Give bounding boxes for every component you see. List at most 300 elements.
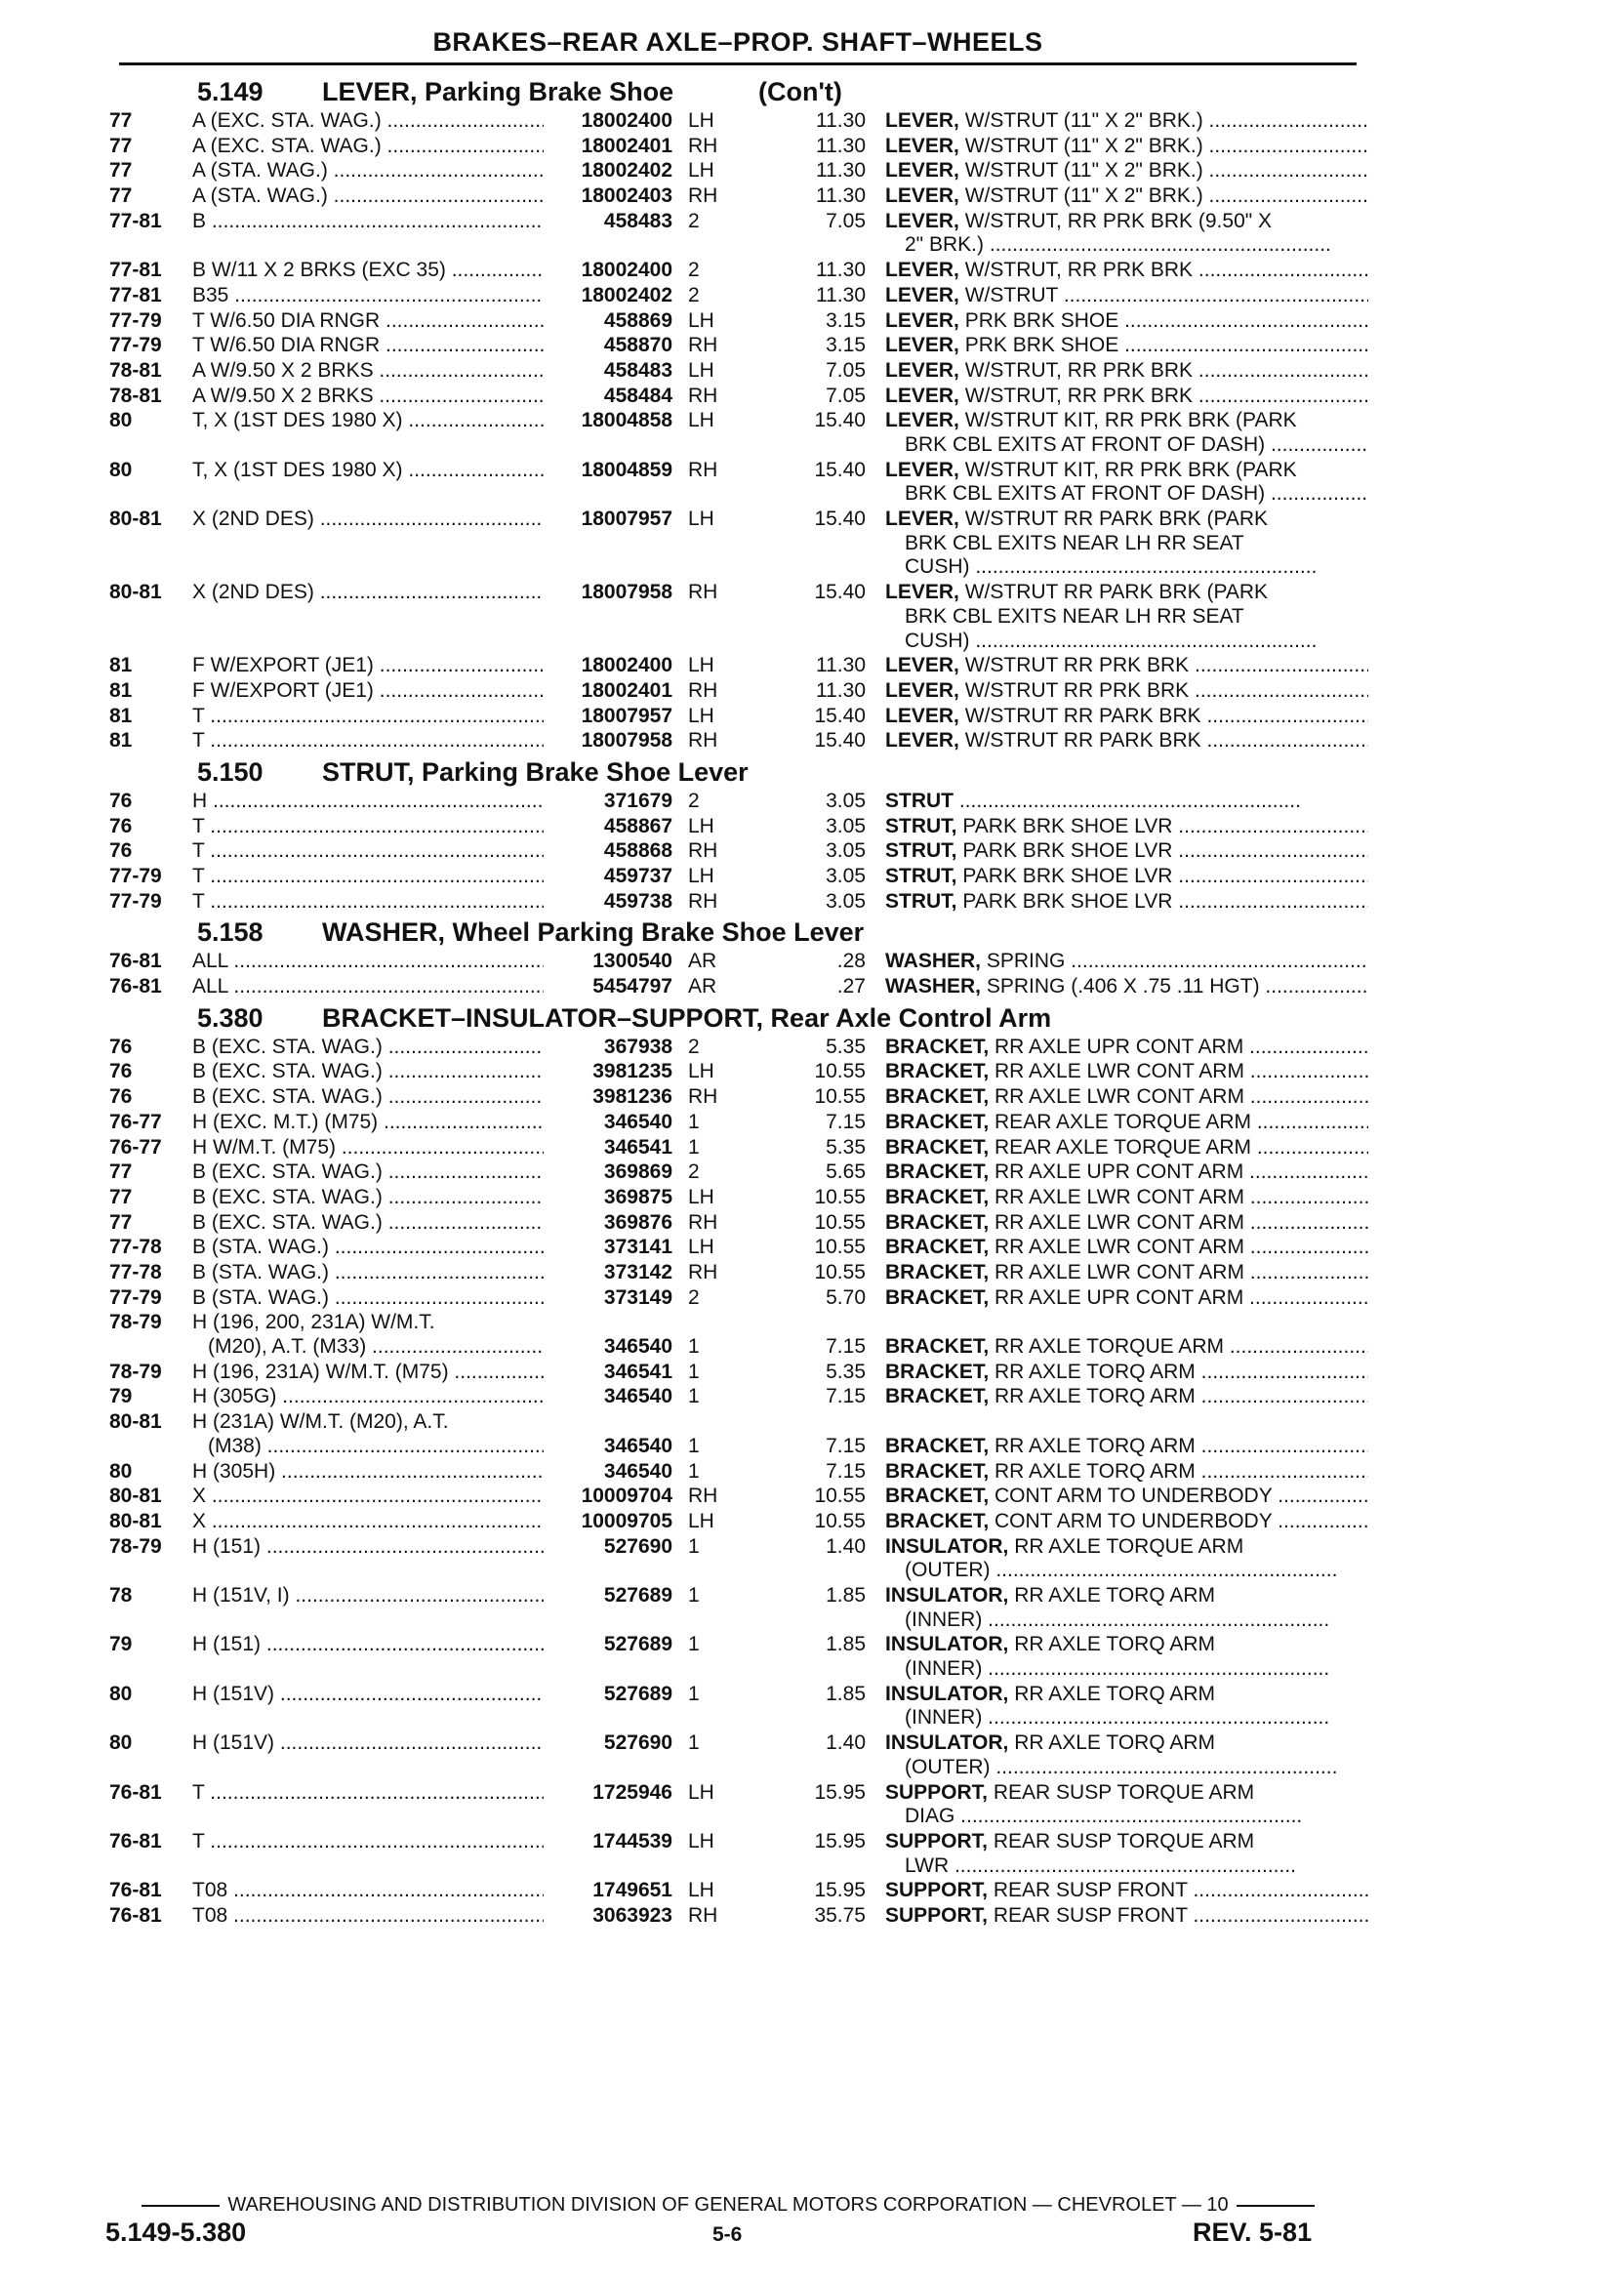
description-key: LEVER, <box>885 508 959 531</box>
table-row <box>109 259 1368 284</box>
description-text: W/STRUT KIT, RR PRK BRK (PARK <box>964 409 1297 432</box>
table-row <box>109 1485 1368 1510</box>
description-text: RR AXLE TORQ ARM <box>995 1385 1196 1408</box>
description-text: PARK BRK SHOE LVR <box>962 889 1173 913</box>
description <box>885 1535 1368 1583</box>
quantity: RH <box>688 581 718 604</box>
quantity: LH <box>688 308 714 332</box>
description-text: BRK CBL EXITS NEAR LH RR SEAT <box>905 531 1244 554</box>
part-number: 458484 <box>603 384 672 407</box>
description-text: CONT ARM TO UNDERBODY <box>995 1509 1273 1532</box>
application <box>192 839 544 864</box>
description <box>885 184 1368 209</box>
table-row <box>109 385 1368 410</box>
price: 5.65 <box>826 1160 866 1184</box>
description-line <box>885 1608 1368 1633</box>
leader-dots <box>949 1854 1296 1877</box>
application-text: ALL ..... <box>192 950 544 972</box>
description-text: RR AXLE TORQ ARM <box>1014 1682 1216 1705</box>
leader-dots <box>1196 1361 1368 1383</box>
description <box>885 1731 1368 1779</box>
table-row <box>109 790 1368 815</box>
description <box>885 865 1368 889</box>
description-key: BRACKET, <box>885 1385 990 1408</box>
part-number: 346540 <box>603 1459 672 1483</box>
price: 10.55 <box>814 1509 866 1532</box>
price: 10.55 <box>814 1210 866 1234</box>
application-text: H (151V) ..... <box>192 1731 544 1754</box>
description-text: BRK CBL EXITS AT FRONT OF DASH) <box>905 482 1266 506</box>
description-key: STRUT, <box>885 839 957 863</box>
description-key: INSULATOR, <box>885 1731 1009 1755</box>
part-number: 18004859 <box>581 458 672 481</box>
description-key: STRUT, <box>885 865 957 888</box>
part-number: 458870 <box>603 334 672 357</box>
price: 11.30 <box>816 109 866 132</box>
part-number: 18002403 <box>581 184 672 208</box>
description <box>885 508 1368 580</box>
quantity: RH <box>688 334 718 357</box>
table-row <box>109 890 1368 916</box>
model-year: 80 <box>109 1731 133 1755</box>
table-row <box>109 1633 1368 1682</box>
application-text: A (STA. WAG.) ..... <box>192 184 544 207</box>
quantity: 1 <box>688 1583 700 1607</box>
quantity: RH <box>688 1260 718 1283</box>
table-row <box>109 1261 1368 1286</box>
part-number: 371679 <box>603 789 672 812</box>
quantity: 1 <box>688 1385 700 1408</box>
description-text: PRK BRK SHOE <box>964 308 1119 332</box>
application-text: A W/9.50 X 2 BRKS ..... <box>192 359 544 382</box>
application-text: B (EXC. STA. WAG.) ..... <box>192 1085 544 1108</box>
leader-dots <box>1244 1085 1368 1108</box>
price: 15.95 <box>814 1879 866 1902</box>
description <box>885 210 1368 258</box>
leader-dots <box>1272 1485 1368 1507</box>
price: 11.30 <box>816 654 866 677</box>
quantity: RH <box>688 1085 718 1109</box>
table-row <box>109 109 1368 135</box>
description-key: WASHER, <box>885 975 982 998</box>
application <box>192 1879 544 1903</box>
table-row <box>109 1904 1368 1930</box>
leader-dots <box>1243 1036 1368 1058</box>
description <box>885 1781 1368 1829</box>
description-text: W/STRUT (11" X 2" BRK.) <box>964 134 1203 157</box>
part-number: 346540 <box>603 1335 672 1359</box>
model-year: 76-81 <box>109 975 162 998</box>
part-number: 1749651 <box>592 1879 672 1902</box>
model-year: 77-81 <box>109 259 162 282</box>
quantity: LH <box>688 109 714 132</box>
part-number: 18002400 <box>581 654 672 677</box>
application <box>192 1361 544 1385</box>
section-number: 5.150 <box>197 756 264 787</box>
quantity: LH <box>688 814 714 837</box>
application <box>192 359 544 384</box>
description-key: LEVER, <box>885 159 959 183</box>
description-key: BRACKET, <box>885 1185 990 1208</box>
description <box>885 385 1368 409</box>
model-year: 76-81 <box>109 1829 162 1852</box>
description-text: CUSH) <box>905 555 970 579</box>
quantity: RH <box>688 1210 718 1234</box>
application-text: T ..... <box>192 839 544 862</box>
description <box>885 1085 1368 1110</box>
application <box>192 1731 544 1756</box>
leader-dots <box>1243 1286 1368 1309</box>
description <box>885 1186 1368 1210</box>
quantity: 2 <box>688 1035 700 1058</box>
description-text: RR AXLE UPR CONT ARM <box>995 1285 1244 1309</box>
table-row <box>109 950 1368 975</box>
description-line <box>885 1385 1368 1409</box>
description-key: LEVER, <box>885 358 959 382</box>
part-number: 458483 <box>603 209 672 232</box>
part-number: 346540 <box>603 1434 672 1457</box>
description-key: INSULATOR, <box>885 1583 1009 1607</box>
leader-dots <box>982 1657 1329 1680</box>
application <box>192 159 544 183</box>
description-line <box>885 1211 1368 1236</box>
description-text: W/STRUT RR PARK BRK (PARK <box>964 581 1269 604</box>
model-year: 80 <box>109 1459 133 1483</box>
section-title: LEVER, Parking Brake Shoe <box>322 77 674 106</box>
application-text: B (EXC. STA. WAG.) ..... <box>192 1160 544 1183</box>
description-text: RR AXLE TORQ ARM <box>1014 1583 1216 1607</box>
part-number: 1744539 <box>592 1829 672 1852</box>
description-line <box>885 385 1368 409</box>
leader-dots <box>1188 1904 1368 1927</box>
description-key: BRACKET, <box>885 1285 990 1309</box>
description <box>885 839 1368 864</box>
part-number: 3981236 <box>592 1085 672 1109</box>
application-text: A (STA. WAG.) ..... <box>192 159 544 182</box>
description-line <box>885 605 1368 630</box>
description-line <box>885 1485 1368 1509</box>
description-line <box>885 1706 1368 1730</box>
application-text: A (EXC. STA. WAG.) ..... <box>192 109 544 132</box>
section-heading <box>109 754 1368 790</box>
description-key: INSULATOR, <box>885 1534 1009 1558</box>
application-text: T ..... <box>192 890 544 913</box>
application-text: B (EXC. STA. WAG.) ..... <box>192 1036 544 1058</box>
description-text: DIAG <box>905 1805 955 1828</box>
leader-dots <box>970 555 1318 578</box>
application-text: A (EXC. STA. WAG.) ..... <box>192 135 544 157</box>
application <box>192 1136 544 1160</box>
part-number: 527689 <box>603 1583 672 1607</box>
application-text: B (STA. WAG.) ..... <box>192 1236 544 1258</box>
description-key: LEVER, <box>885 334 959 357</box>
description-line <box>885 1559 1368 1583</box>
leader-dots <box>991 1559 1338 1581</box>
description-line <box>885 532 1368 556</box>
application <box>192 975 544 999</box>
description-text: (INNER) <box>905 1657 983 1681</box>
price: 3.05 <box>826 839 866 863</box>
application-text: T ..... <box>192 865 544 887</box>
footer-publisher <box>109 2194 1347 2217</box>
leader-dots <box>1203 159 1368 182</box>
description <box>885 1683 1368 1730</box>
application-text: H (151V) ..... <box>192 1683 544 1705</box>
leader-dots <box>1189 654 1368 676</box>
price: 3.05 <box>826 814 866 837</box>
model-year: 78-81 <box>109 384 162 407</box>
quantity: LH <box>688 1060 714 1083</box>
part-number: 18002402 <box>581 159 672 183</box>
table-row <box>109 1036 1368 1061</box>
application <box>192 385 544 409</box>
price: 3.05 <box>826 865 866 888</box>
section-heading <box>109 1000 1368 1036</box>
application <box>192 1410 544 1458</box>
quantity: LH <box>688 1236 714 1259</box>
description <box>885 1584 1368 1632</box>
description-text: 2" BRK.) <box>905 233 984 257</box>
application <box>192 1211 544 1236</box>
description-text: REAR SUSP FRONT <box>993 1904 1188 1927</box>
application-text: H (196, 231A) W/M.T. (M75) ..... <box>192 1361 544 1383</box>
description <box>885 459 1368 507</box>
description-text: REAR SUSP TORQUE ARM <box>993 1780 1255 1804</box>
table-row <box>109 1731 1368 1780</box>
description-line <box>885 1781 1368 1806</box>
part-number: 346540 <box>603 1385 672 1408</box>
price: 11.30 <box>816 283 866 306</box>
description-key: LEVER, <box>885 581 959 604</box>
application <box>192 815 544 839</box>
application-text: T08 ..... <box>192 1904 544 1927</box>
application <box>192 1085 544 1110</box>
description <box>885 729 1368 753</box>
part-number: 10009704 <box>581 1485 672 1508</box>
application-text: X (2ND DES) ..... <box>192 508 544 530</box>
description-line <box>885 729 1368 753</box>
application-text: T W/6.50 DIA RNGR ..... <box>192 334 544 356</box>
description-line <box>885 334 1368 358</box>
model-year: 78-79 <box>109 1534 162 1558</box>
application-text: H (EXC. M.T.) (M75) ..... <box>192 1111 544 1133</box>
quantity: LH <box>688 1509 714 1532</box>
model-year: 78 <box>109 1583 133 1607</box>
application <box>192 1385 544 1409</box>
description-line <box>885 1584 1368 1608</box>
description-text: W/STRUT, RR PRK BRK <box>964 358 1194 382</box>
quantity: RH <box>688 384 718 407</box>
description-line <box>885 581 1368 605</box>
application-text: X ..... <box>192 1485 544 1507</box>
application <box>192 1683 544 1707</box>
quantity: 2 <box>688 789 700 812</box>
description-key: STRUT, <box>885 814 957 837</box>
price: 7.05 <box>826 209 866 232</box>
application <box>192 1781 544 1806</box>
application-text-cont: (M38) ..... <box>192 1435 544 1457</box>
description <box>885 790 1368 814</box>
description-line <box>885 459 1368 483</box>
application-text: H (151) ..... <box>192 1633 544 1655</box>
description <box>885 1485 1368 1509</box>
description-text: RR AXLE TORQ ARM <box>1014 1633 1216 1656</box>
description-line <box>885 309 1368 334</box>
description-text: PARK BRK SHOE LVR <box>962 814 1173 837</box>
leader-dots <box>982 1608 1329 1631</box>
description-line <box>885 259 1368 283</box>
description-text: CONT ARM TO UNDERBODY <box>995 1485 1273 1508</box>
table-row <box>109 1186 1368 1211</box>
model-year: 76-81 <box>109 1780 162 1804</box>
description <box>885 1830 1368 1878</box>
application <box>192 334 544 358</box>
table-row <box>109 729 1368 754</box>
model-year: 80 <box>109 409 133 432</box>
application-text: B35 ..... <box>192 284 544 306</box>
table-row <box>109 1410 1368 1459</box>
description-text: RR AXLE TORQUE ARM <box>1014 1534 1244 1558</box>
application <box>192 1584 544 1608</box>
description <box>885 1510 1368 1534</box>
price: 11.30 <box>816 259 866 282</box>
application-text: T ..... <box>192 705 544 727</box>
section-heading <box>109 915 1368 950</box>
description-key: BRACKET, <box>885 1459 990 1483</box>
footer-publisher-text: WAREHOUSING AND DISTRIBUTION DIVISION OF GENERAL MOTORS CORPORATION — CHEVROLET — 10 <box>227 2194 1229 2216</box>
quantity: 2 <box>688 283 700 306</box>
description-line <box>885 975 1368 999</box>
description-line <box>885 1805 1368 1829</box>
application-text: T ..... <box>192 1830 544 1852</box>
description-text: W/STRUT <box>964 283 1058 306</box>
description-key: SUPPORT, <box>885 1904 989 1927</box>
application <box>192 654 544 678</box>
description-line <box>885 555 1368 580</box>
application <box>192 135 544 159</box>
table-row <box>109 1160 1368 1186</box>
model-year: 77-79 <box>109 1285 162 1309</box>
application <box>192 1186 544 1210</box>
table-row <box>109 815 1368 840</box>
application <box>192 1060 544 1084</box>
application <box>192 1633 544 1657</box>
price: 15.40 <box>814 508 866 531</box>
description-line <box>885 1633 1368 1657</box>
application <box>192 1286 544 1311</box>
description-key: BRACKET, <box>885 1260 990 1283</box>
leader-dots <box>959 790 1301 812</box>
application-text: T ..... <box>192 729 544 752</box>
leader-dots <box>1244 1211 1368 1234</box>
description-line <box>885 409 1368 433</box>
price: 7.15 <box>826 1385 866 1408</box>
description-text: W/STRUT, RR PRK BRK <box>964 259 1194 282</box>
description-key: LEVER, <box>885 704 959 727</box>
quantity: 1 <box>688 1534 700 1558</box>
application <box>192 259 544 283</box>
part-number: 527689 <box>603 1633 672 1656</box>
description-text: SPRING (.406 X .75 .11 HGT) <box>986 975 1260 998</box>
quantity: 1 <box>688 1135 700 1159</box>
part-number: 369869 <box>603 1160 672 1184</box>
description-text: CUSH) <box>905 629 970 652</box>
price: 7.15 <box>826 1110 866 1133</box>
leader-dots <box>1243 1160 1368 1183</box>
price: 1.40 <box>826 1534 866 1558</box>
part-number: 458868 <box>603 839 672 863</box>
price: 5.35 <box>826 1135 866 1159</box>
part-number: 369875 <box>603 1185 672 1208</box>
quantity: LH <box>688 704 714 727</box>
quantity: RH <box>688 839 718 863</box>
application <box>192 309 544 334</box>
description-key: LEVER, <box>885 134 959 157</box>
price: 10.55 <box>814 1485 866 1508</box>
part-number: 459737 <box>603 865 672 888</box>
description-key: LEVER, <box>885 259 959 282</box>
leader-dots <box>1118 334 1368 356</box>
description-key: LEVER, <box>885 308 959 332</box>
model-year: 76 <box>109 814 133 837</box>
description-line <box>885 184 1368 209</box>
application-text: H (231A) W/M.T. (M20), A.T. <box>192 1410 449 1434</box>
description <box>885 815 1368 839</box>
price: 15.40 <box>814 704 866 727</box>
description-line <box>885 1361 1368 1385</box>
model-year: 80-81 <box>109 1410 162 1434</box>
description-line <box>885 1435 1368 1459</box>
description-text: RR AXLE LWR CONT ARM <box>995 1085 1244 1109</box>
description-key: LEVER, <box>885 409 959 432</box>
description-line <box>885 109 1368 134</box>
quantity: 1 <box>688 1682 700 1705</box>
price: 15.95 <box>814 1780 866 1804</box>
application-text: T, X (1ST DES 1980 X) ..... <box>192 409 544 431</box>
description-line <box>885 1136 1368 1160</box>
leader-dots <box>1244 1261 1368 1283</box>
application <box>192 705 544 729</box>
section-continued: (Con't) <box>758 77 842 106</box>
part-number: 10009705 <box>581 1509 672 1532</box>
application-text: B W/11 X 2 BRKS (EXC 35) ..... <box>192 259 544 281</box>
part-number: 373142 <box>603 1260 672 1283</box>
model-year: 80-81 <box>109 581 162 604</box>
application <box>192 1510 544 1534</box>
quantity: LH <box>688 508 714 531</box>
description-line <box>885 284 1368 308</box>
quantity: 2 <box>688 1160 700 1184</box>
model-year: 77-78 <box>109 1260 162 1283</box>
description <box>885 1261 1368 1285</box>
application <box>192 1830 544 1854</box>
application-text-cont: (M20), A.T. (M33) ..... <box>192 1335 544 1358</box>
description-text: PRK BRK SHOE <box>964 334 1119 357</box>
description <box>885 1036 1368 1060</box>
description-line <box>885 1904 1368 1929</box>
part-number: 527690 <box>603 1534 672 1558</box>
part-number: 18007958 <box>581 581 672 604</box>
description <box>885 950 1368 974</box>
application-text: T ..... <box>192 815 544 837</box>
part-number: 373149 <box>603 1285 672 1309</box>
table-row <box>109 865 1368 890</box>
table-row <box>109 1211 1368 1237</box>
model-year: 78-79 <box>109 1311 162 1334</box>
model-year: 77 <box>109 159 133 183</box>
model-year: 76 <box>109 839 133 863</box>
leader-dots <box>1251 1136 1368 1159</box>
